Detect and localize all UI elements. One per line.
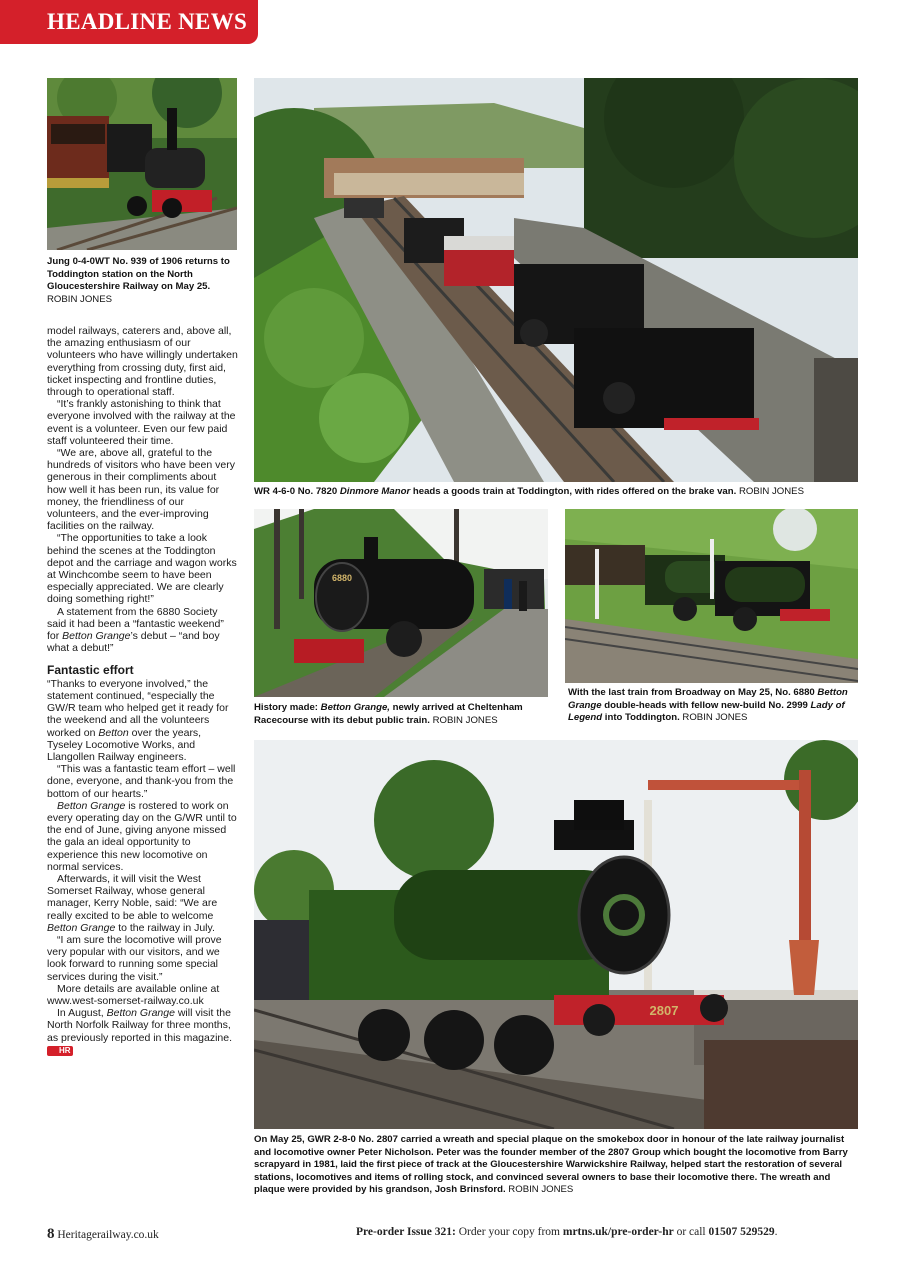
article-paragraph: “Thanks to everyone involved,” the statement continued, “especially the GW/R team who helped get it ready for the weekend and all the volunteers worked on Betton over the years, Tyseley Locomotive Works, and Llangollen Railway engineers. xyxy=(47,677,229,763)
page-number: 8 xyxy=(47,1226,55,1242)
article-paragraph: In August, Betton Grange will visit the North Norfolk Railway for three months, as previously reported in this magazine. HR xyxy=(47,1007,233,1055)
photo-credit: ROBIN JONES xyxy=(47,293,113,305)
article-paragraph: “We are, above all, grateful to the hundreds of visitors who have been very generous in their compliments about how well it has been run, its value for money, the friendliness of our volunteers, and the ever-improving facilities on the railway. xyxy=(47,447,235,533)
photo-betton-cheltenham xyxy=(254,509,548,697)
hr-end-logo: HR xyxy=(47,1046,73,1056)
article-paragraph: More details are available online at www.west-somerset-railway.co.uk xyxy=(47,982,220,1007)
photo-credit: ROBIN JONES xyxy=(738,486,804,497)
article-paragraph: model railways, caterers and, above all, the amazing enthusiasm of our volunteers who have willingly undertaken everything from crossing duty, first aid, ticket inspecting and frontline duties, through to operational staff. xyxy=(47,325,238,399)
footer-preorder: Pre-order Issue 321: Order your copy from mrtns.uk/pre-order-hr or call 01507 529529. xyxy=(356,1226,778,1238)
photo-double-header-caption: With the last train from Broadway on May 25, No. 6880 Betton Grange double-heads with fellow new-build No. 2999 Lady of Legend into Toddington. ROBIN JONES xyxy=(568,687,848,724)
photo-jung-caption: Jung 0-4-0WT No. 939 of 1906 returns to Toddington station on the North Gloucestershire Railway on May 25. ROBIN JONES xyxy=(47,256,230,305)
photo-betton-cheltenham-caption: History made: Betton Grange, newly arrived at Cheltenham Racecourse with its debut public train. ROBIN JONES xyxy=(254,702,523,726)
article-paragraph: A statement from the 6880 Society said it had been a “fantastic weekend” for Betton Grange’s debut – “and boy what a debut!” xyxy=(47,605,224,655)
photo-dinmore-manor xyxy=(254,78,858,482)
section-banner xyxy=(0,0,258,44)
photo-credit: ROBIN JONES xyxy=(432,714,498,726)
preorder-link[interactable]: mrtns.uk/pre-order-hr xyxy=(562,1226,674,1238)
photo-dinmore-caption: WR 4-6-0 No. 7820 Dinmore Manor heads a goods train at Toddington, with rides offered on the brake van. ROBIN JONES xyxy=(254,486,804,497)
article-body xyxy=(47,325,238,1056)
article-subheading: Fantastic effort xyxy=(47,663,134,678)
photo-jung-loco xyxy=(47,78,237,250)
photo-2807-wreath xyxy=(254,740,858,1129)
preorder-phone: 01507 529529 xyxy=(708,1226,775,1238)
article-paragraph: “I am sure the locomotive will prove very popular with our visitors, and we look forward to running some special services during the visit.” xyxy=(47,933,222,983)
footer-left xyxy=(47,1226,159,1243)
footer-site: Heritagerailway.co.uk xyxy=(57,1229,159,1241)
photo-credit: ROBIN JONES xyxy=(508,1184,574,1196)
article-paragraph: “The opportunities to take a look behind the scenes at the Toddington depot and the carriage and wagon works at Winchcombe seem to have been especially appreciated. We are clearly doing something right!” xyxy=(47,532,237,606)
photo-2807-caption: On May 25, GWR 2-8-0 No. 2807 carried a wreath and special plaque on the smokebox door in honour of the late railway journalist and locomotive owner Peter Nicholson. Peter was the founder member of the 2807 Group which bought the locomotive from Barry scrapyard in 1981, laid the first piece of track at the Gloucestershire Warwickshire Railway, helped start the restoration of several stations, locomotives and items of rolling stock, and convinced several owners to base their locomotive there. The wreath and plaque were provided by his grandson, Josh Brinsford. ROBIN JONES xyxy=(254,1134,848,1196)
article-paragraph: Afterwards, it will visit the West Somerset Railway, whose general manager, Kerry Noble, said: “We are really excited to be able to welcome Betton Grange to the railway in July. xyxy=(47,872,218,934)
article-paragraph: “This was a fantastic team effort – well done, everyone, and thank-you from the bottom of our hearts.” xyxy=(47,763,236,800)
section-banner-title: HEADLINE NEWS xyxy=(47,9,248,34)
article-paragraph: “It’s frankly astonishing to think that everyone involved with the railway at the event is a volunteer. Even our few paid staff volunteered their time. xyxy=(47,398,236,447)
buffer-number: 2807 xyxy=(649,1003,679,1018)
photo-double-header xyxy=(565,509,858,683)
article-paragraph: Betton Grange is rostered to work on every operating day on the G/WR until to the end of June, giving anyone missed the gala an ideal opportunity to experience this new locomotive on normal services. xyxy=(47,799,237,873)
smokebox-number: 6880 xyxy=(331,573,353,583)
photo-credit: ROBIN JONES xyxy=(682,712,748,724)
